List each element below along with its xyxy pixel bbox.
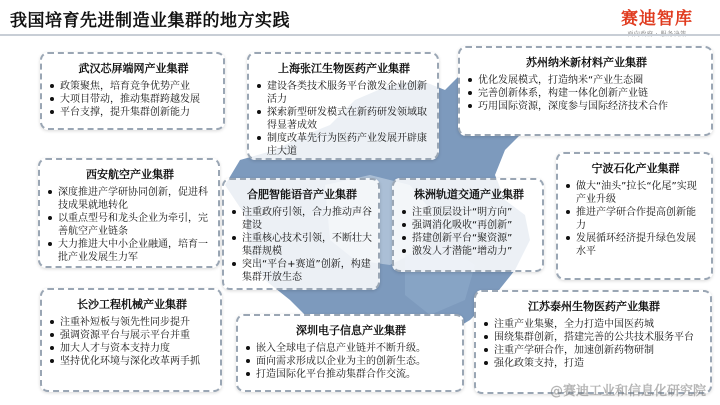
list-item: 做大“油头”拉长“化尾”实现产业升级	[566, 180, 705, 206]
list-item: 建设各类技术服务平台激发企业创新活力	[257, 80, 431, 106]
card-title: 西安航空产业集群	[86, 168, 174, 181]
card-title: 长沙工程机械产业集群	[77, 298, 187, 311]
card-hefei	[222, 178, 380, 290]
list-item: 强调消化吸收“再创新”	[402, 219, 536, 232]
logo-text: 赛迪智库	[621, 9, 693, 29]
watermark: @赛迪工业和信息化研究院	[549, 384, 706, 399]
list-item: 注重产业集聚，全力打造中国医药城	[484, 318, 704, 331]
list-item: 大项目带动，推动集群跨越发展	[50, 93, 217, 106]
list-item: 强调资源平台与展示平台并重	[50, 329, 214, 342]
list-item: 打造国际化平台推动集群合作交流。	[246, 368, 456, 381]
list-item: 注重核心技术引领，不断壮大集群规模	[232, 232, 372, 258]
card-taizhou	[474, 290, 712, 394]
page-title: 我国培育先进制造业集群的地方实践	[10, 11, 290, 31]
list-item: 制度改革先行为医药产业发展开辟康庄大道	[257, 132, 431, 158]
card-title: 深圳电子信息产业集群	[296, 324, 406, 337]
card-shanghai	[247, 52, 439, 160]
card-title: 合肥智能语音产业集群	[247, 188, 357, 201]
list-item: 完善创新体系，构建一体化创新产业链	[468, 87, 705, 100]
list-item: 嵌入全球电子信息产业链并不断升级。	[246, 342, 456, 355]
list-item: 激发人才潜能“增动力”	[402, 245, 536, 258]
card-changsha	[40, 288, 222, 392]
list-item: 注重顶层设计“明方向”	[402, 206, 536, 219]
list-item: 突出“平台+赛道”创新，构建集群开放生态	[232, 258, 372, 284]
list-item: 面向需求形成以企业为主的创新生态。	[246, 355, 456, 368]
title-divider	[0, 34, 720, 36]
card-title: 武汉芯屏端网产业集群	[78, 62, 189, 75]
card-zhuzhou	[392, 178, 544, 272]
card-ningbo	[556, 152, 713, 280]
list-item: 强化政策支持，打造	[484, 357, 704, 370]
list-item: 以重点型号和龙头企业为牵引，完善航空产业链条	[48, 212, 212, 238]
logo	[602, 4, 712, 38]
list-item: 围绕集群创新，搭建完善的公共技术服务平台	[484, 331, 704, 344]
card-wuhan	[40, 52, 225, 130]
list-item: 发展循环经济提升绿色发展水平	[566, 232, 705, 258]
list-item: 探索新型研发模式在新药研发领域取得显著成效	[257, 106, 431, 132]
list-item: 优化发展模式，打造纳米“产业生态圈	[468, 74, 705, 87]
list-item: 大力推进大中小企业融通，培育一批产业发展生力军	[48, 238, 212, 264]
list-item: 搭建创新平台“聚资源”	[402, 232, 536, 245]
list-item: 深度推进产学研协同创新，促进科技成果就地转化	[48, 186, 212, 212]
list-item: 平台支撑，提升集群创新能力	[50, 106, 217, 119]
card-suzhou	[458, 46, 713, 136]
card-xian	[38, 158, 220, 268]
list-item: 注重产学研合作，加速创新药物研制	[484, 344, 704, 357]
card-title: 株洲轨道交通产业集群	[414, 188, 524, 201]
card-title: 宁波石化产业集群	[591, 162, 680, 175]
list-item: 政策聚焦，培育竞争优势产业	[50, 80, 217, 93]
list-item: 推进产学研合作提高创新能力	[566, 206, 705, 232]
card-title: 江苏泰州生物医药产业集群	[528, 300, 660, 313]
list-item: 注重政府引领，合力推动声谷建设	[232, 206, 372, 232]
card-shenzhen	[236, 314, 464, 392]
list-item: 加大人才与资本支持力度	[50, 342, 214, 355]
list-item: 注重补短板与领先性同步提升	[50, 316, 214, 329]
card-title: 上海张江生物医药产业集群	[278, 62, 410, 75]
list-item: 巧用国际资源，深度参与国际经济技术合作	[468, 100, 705, 113]
card-title: 苏州纳米新材料产业集群	[526, 56, 647, 69]
list-item: 坚持优化环境与深化改革两手抓	[50, 355, 214, 368]
